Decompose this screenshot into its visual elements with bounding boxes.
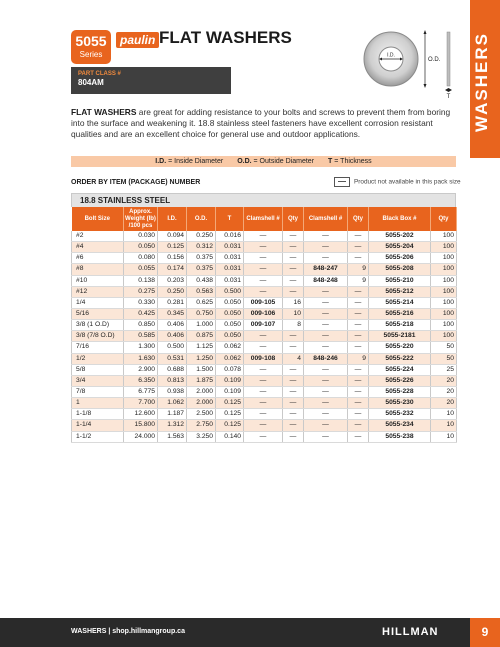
table-row xyxy=(72,420,457,431)
col-header-bolt-size: Bolt Size xyxy=(72,207,124,231)
cell-qty-3: 100 xyxy=(431,286,457,297)
table-row xyxy=(72,308,457,319)
col-header-qty-1: Qty xyxy=(283,207,304,231)
cell-bolt-size: 7/8 xyxy=(72,386,124,397)
cell-qty-1: — xyxy=(283,375,304,386)
cell-weight: 0.080 xyxy=(124,253,158,264)
cell-thickness: 0.031 xyxy=(216,264,244,275)
cell-qty-1: — xyxy=(283,264,304,275)
cell-clamshell-1: — xyxy=(244,420,283,431)
col-header-weight: Approx. Weight (lb) /100 pcs xyxy=(124,207,158,231)
cell-bolt-size: 3/4 xyxy=(72,375,124,386)
cell-black-box: 5055-216 xyxy=(369,308,431,319)
cell-clamshell-2: — xyxy=(304,242,348,253)
cell-qty-2: — xyxy=(348,231,369,242)
cell-qty-3: 100 xyxy=(431,253,457,264)
cell-qty-2: — xyxy=(348,420,369,431)
dimension-legend xyxy=(71,156,456,167)
cell-id: 1.312 xyxy=(158,420,187,431)
cell-bolt-size: 1/4 xyxy=(72,297,124,308)
cell-clamshell-2: — xyxy=(304,386,348,397)
cell-qty-2: — xyxy=(348,331,369,342)
cell-black-box: 5055-234 xyxy=(369,420,431,431)
cell-id: 0.203 xyxy=(158,275,187,286)
cell-qty-3: 20 xyxy=(431,398,457,409)
description-body: are great for adding resistance to your bolts and screws to prevent them from boring into the surface and weakening it. 18.8 stainless steel fasteners have excellent corrosion resistant qualities and are an excellent choice for general use and outdoor applications. xyxy=(71,107,451,139)
cell-od: 1.500 xyxy=(187,364,216,375)
col-header-black-box: Black Box # xyxy=(369,207,431,231)
cell-black-box: 5055-212 xyxy=(369,286,431,297)
cell-weight: 0.425 xyxy=(124,308,158,319)
id-dimension-label: I.D. xyxy=(387,52,395,59)
cell-black-box: 5055-222 xyxy=(369,353,431,364)
cell-clamshell-1: 009-107 xyxy=(244,320,283,331)
cell-clamshell-1: 009-106 xyxy=(244,308,283,319)
cell-od: 1.250 xyxy=(187,353,216,364)
cell-black-box: 5055-214 xyxy=(369,297,431,308)
page-title: FLAT WASHERS xyxy=(159,28,292,47)
cell-id: 0.813 xyxy=(158,375,187,386)
cell-bolt-size: #12 xyxy=(72,286,124,297)
table-row xyxy=(72,297,457,308)
cell-qty-3: 100 xyxy=(431,242,457,253)
cell-weight: 0.585 xyxy=(124,331,158,342)
cell-clamshell-2: — xyxy=(304,308,348,319)
part-class-label: PART CLASS # xyxy=(78,71,121,77)
cell-qty-3: 20 xyxy=(431,386,457,397)
cell-qty-1: 4 xyxy=(283,353,304,364)
cell-weight: 0.138 xyxy=(124,275,158,286)
cell-weight: 12.600 xyxy=(124,409,158,420)
cell-clamshell-2: — xyxy=(304,420,348,431)
cell-weight: 6.350 xyxy=(124,375,158,386)
cell-qty-2: — xyxy=(348,342,369,353)
cell-id: 0.281 xyxy=(158,297,187,308)
od-dimension-label: O.D. xyxy=(428,57,441,63)
cell-qty-1: — xyxy=(283,420,304,431)
cell-clamshell-1: — xyxy=(244,342,283,353)
col-header-clamshell-2: Clamshell # xyxy=(304,207,348,231)
cell-black-box: 5055-220 xyxy=(369,342,431,353)
cell-qty-2: — xyxy=(348,431,369,442)
side-tab xyxy=(470,0,500,158)
cell-weight: 0.050 xyxy=(124,242,158,253)
not-available-text: Product not available in this pack size xyxy=(354,178,461,186)
cell-od: 0.563 xyxy=(187,286,216,297)
cell-bolt-size: 1-1/4 xyxy=(72,420,124,431)
cell-thickness: 0.078 xyxy=(216,364,244,375)
col-header-clamshell-1: Clamshell # xyxy=(244,207,283,231)
cell-clamshell-2: — xyxy=(304,364,348,375)
table-title: 18.8 STAINLESS STEEL xyxy=(71,193,456,207)
cell-clamshell-1: — xyxy=(244,264,283,275)
cell-od: 0.312 xyxy=(187,242,216,253)
cell-od: 0.625 xyxy=(187,297,216,308)
cell-qty-2: — xyxy=(348,308,369,319)
cell-thickness: 0.062 xyxy=(216,353,244,364)
page-number: 9 xyxy=(470,618,500,647)
cell-thickness: 0.125 xyxy=(216,409,244,420)
cell-od: 3.250 xyxy=(187,431,216,442)
cell-qty-3: 100 xyxy=(431,308,457,319)
cell-od: 2.750 xyxy=(187,420,216,431)
product-table xyxy=(71,193,456,443)
order-header: ORDER BY ITEM (PACKAGE) NUMBER xyxy=(71,179,201,186)
cell-id: 1.062 xyxy=(158,398,187,409)
brand-logo: paulin xyxy=(116,32,159,48)
cell-thickness: 0.031 xyxy=(216,275,244,286)
cell-clamshell-1: — xyxy=(244,364,283,375)
cell-black-box: 5055-238 xyxy=(369,431,431,442)
col-header-id: I.D. xyxy=(158,207,187,231)
table-row xyxy=(72,231,457,242)
cell-qty-2: — xyxy=(348,320,369,331)
table-row xyxy=(72,342,457,353)
legend-id-text: = Inside Diameter xyxy=(166,158,224,165)
cell-thickness: 0.109 xyxy=(216,386,244,397)
cell-qty-2: — xyxy=(348,364,369,375)
cell-od: 0.375 xyxy=(187,253,216,264)
cell-bolt-size: #4 xyxy=(72,242,124,253)
cell-weight: 7.700 xyxy=(124,398,158,409)
cell-thickness: 0.050 xyxy=(216,331,244,342)
cell-od: 0.250 xyxy=(187,231,216,242)
cell-clamshell-2: — xyxy=(304,320,348,331)
cell-thickness: 0.050 xyxy=(216,308,244,319)
cell-black-box: 5055-230 xyxy=(369,398,431,409)
cell-clamshell-2: — xyxy=(304,253,348,264)
table-row xyxy=(72,242,457,253)
page-footer xyxy=(0,618,500,647)
cell-qty-1: — xyxy=(283,364,304,375)
cell-clamshell-2: — xyxy=(304,342,348,353)
cell-qty-3: 10 xyxy=(431,409,457,420)
cell-clamshell-2: — xyxy=(304,398,348,409)
cell-qty-3: 25 xyxy=(431,364,457,375)
table-row xyxy=(72,386,457,397)
cell-bolt-size: #6 xyxy=(72,253,124,264)
cell-thickness: 0.125 xyxy=(216,420,244,431)
table-row xyxy=(72,286,457,297)
cell-clamshell-2: — xyxy=(304,431,348,442)
cell-weight: 0.850 xyxy=(124,320,158,331)
cell-qty-3: 50 xyxy=(431,342,457,353)
cell-clamshell-2: 848-247 xyxy=(304,264,348,275)
cell-qty-3: 50 xyxy=(431,353,457,364)
cell-black-box: 5055-202 xyxy=(369,231,431,242)
cell-black-box: 5055-232 xyxy=(369,409,431,420)
table-row xyxy=(72,398,457,409)
cell-qty-1: — xyxy=(283,431,304,442)
cell-id: 0.250 xyxy=(158,286,187,297)
cell-id: 0.125 xyxy=(158,242,187,253)
cell-od: 1.875 xyxy=(187,375,216,386)
table-header-row xyxy=(72,207,457,231)
cell-clamshell-1: — xyxy=(244,231,283,242)
cell-clamshell-2: 848-246 xyxy=(304,353,348,364)
cell-bolt-size: 7/16 xyxy=(72,342,124,353)
cell-qty-1: — xyxy=(283,253,304,264)
cell-qty-2: — xyxy=(348,297,369,308)
cell-qty-1: — xyxy=(283,398,304,409)
legend-t-text: = Thickness xyxy=(332,158,372,165)
part-class-box xyxy=(71,67,231,94)
cell-id: 1.563 xyxy=(158,431,187,442)
cell-id: 0.094 xyxy=(158,231,187,242)
part-class-value: 804AM xyxy=(78,78,104,87)
cell-clamshell-1: — xyxy=(244,242,283,253)
cell-qty-3: 100 xyxy=(431,231,457,242)
cell-clamshell-1: — xyxy=(244,431,283,442)
table-row xyxy=(72,331,457,342)
cell-clamshell-1: — xyxy=(244,253,283,264)
cell-qty-1: 16 xyxy=(283,297,304,308)
cell-thickness: 0.031 xyxy=(216,242,244,253)
cell-clamshell-1: — xyxy=(244,331,283,342)
cell-thickness: 0.062 xyxy=(216,342,244,353)
cell-clamshell-1: 009-105 xyxy=(244,297,283,308)
cell-id: 0.531 xyxy=(158,353,187,364)
washer-diagram xyxy=(357,26,457,100)
cell-black-box: 5055-218 xyxy=(369,320,431,331)
cell-qty-1: — xyxy=(283,386,304,397)
cell-od: 0.875 xyxy=(187,331,216,342)
thickness-dimension-label: T xyxy=(446,94,451,100)
cell-id: 1.187 xyxy=(158,409,187,420)
cell-clamshell-1: — xyxy=(244,375,283,386)
cell-thickness: 0.050 xyxy=(216,320,244,331)
cell-weight: 6.775 xyxy=(124,386,158,397)
cell-thickness: 0.031 xyxy=(216,253,244,264)
cell-qty-2: — xyxy=(348,286,369,297)
cell-id: 0.174 xyxy=(158,264,187,275)
series-number: 5055 xyxy=(75,33,107,49)
cell-id: 0.688 xyxy=(158,364,187,375)
legend-t-key: T xyxy=(328,158,333,165)
cell-clamshell-1: — xyxy=(244,286,283,297)
cell-qty-3: 100 xyxy=(431,331,457,342)
cell-clamshell-2: — xyxy=(304,409,348,420)
cell-black-box: 5055-206 xyxy=(369,253,431,264)
cell-clamshell-2: 848-248 xyxy=(304,275,348,286)
cell-od: 0.438 xyxy=(187,275,216,286)
cell-clamshell-2: — xyxy=(304,331,348,342)
cell-id: 0.500 xyxy=(158,342,187,353)
cell-qty-3: 100 xyxy=(431,320,457,331)
cell-clamshell-1: 009-108 xyxy=(244,353,283,364)
legend-od-key: O.D. xyxy=(237,158,252,165)
cell-bolt-size: 5/16 xyxy=(72,308,124,319)
cell-qty-1: — xyxy=(283,286,304,297)
cell-id: 0.406 xyxy=(158,331,187,342)
cell-qty-2: — xyxy=(348,253,369,264)
cell-qty-1: — xyxy=(283,231,304,242)
cell-thickness: 0.140 xyxy=(216,431,244,442)
cell-qty-2: — xyxy=(348,398,369,409)
legend-id-key: I.D. xyxy=(155,158,167,165)
cell-qty-2: — xyxy=(348,386,369,397)
cell-id: 0.345 xyxy=(158,308,187,319)
cell-od: 2.500 xyxy=(187,409,216,420)
cell-od: 1.000 xyxy=(187,320,216,331)
cell-black-box: 5055-208 xyxy=(369,264,431,275)
cell-bolt-size: 1-1/2 xyxy=(72,431,124,442)
table-row xyxy=(72,375,457,386)
col-header-qty-3: Qty xyxy=(431,207,457,231)
cell-clamshell-1: — xyxy=(244,409,283,420)
cell-qty-3: 20 xyxy=(431,375,457,386)
cell-bolt-size: 3/8 (1 O.D) xyxy=(72,320,124,331)
cell-od: 1.125 xyxy=(187,342,216,353)
col-header-od: O.D. xyxy=(187,207,216,231)
cell-bolt-size: 1-1/8 xyxy=(72,409,124,420)
table-row xyxy=(72,253,457,264)
cell-clamshell-1: — xyxy=(244,386,283,397)
cell-bolt-size: #8 xyxy=(72,264,124,275)
hillman-logo: HILLMAN xyxy=(382,626,439,638)
cell-thickness: 0.125 xyxy=(216,398,244,409)
cell-id: 0.938 xyxy=(158,386,187,397)
cell-qty-2: 9 xyxy=(348,353,369,364)
cell-qty-3: 10 xyxy=(431,420,457,431)
cell-od: 2.000 xyxy=(187,398,216,409)
description-lead: FLAT WASHERS xyxy=(71,107,137,117)
cell-qty-1: — xyxy=(283,342,304,353)
cell-bolt-size: 1 xyxy=(72,398,124,409)
cell-qty-2: 9 xyxy=(348,275,369,286)
cell-black-box: 5055-204 xyxy=(369,242,431,253)
cell-weight: 24.000 xyxy=(124,431,158,442)
cell-weight: 1.630 xyxy=(124,353,158,364)
cell-thickness: 0.109 xyxy=(216,375,244,386)
cell-qty-3: 10 xyxy=(431,431,457,442)
cell-qty-1: — xyxy=(283,409,304,420)
cell-bolt-size: 5/8 xyxy=(72,364,124,375)
cell-qty-3: 100 xyxy=(431,275,457,286)
cell-qty-3: 100 xyxy=(431,264,457,275)
cell-bolt-size: 1/2 xyxy=(72,353,124,364)
cell-clamshell-2: — xyxy=(304,297,348,308)
cell-black-box: 5055-210 xyxy=(369,275,431,286)
cell-qty-1: — xyxy=(283,275,304,286)
cell-qty-1: 10 xyxy=(283,308,304,319)
cell-clamshell-2: — xyxy=(304,286,348,297)
cell-qty-1: — xyxy=(283,242,304,253)
cell-od: 2.000 xyxy=(187,386,216,397)
cell-thickness: 0.016 xyxy=(216,231,244,242)
side-tab-label: WASHERS xyxy=(472,32,491,132)
table-row xyxy=(72,353,457,364)
cell-black-box: 5055-2181 xyxy=(369,331,431,342)
cell-qty-1: — xyxy=(283,331,304,342)
legend-od-text: = Outside Diameter xyxy=(251,158,315,165)
cell-black-box: 5055-228 xyxy=(369,386,431,397)
cell-black-box: 5055-226 xyxy=(369,375,431,386)
cell-id: 0.406 xyxy=(158,320,187,331)
series-badge xyxy=(71,30,111,64)
cell-weight: 2.900 xyxy=(124,364,158,375)
col-header-thickness: T xyxy=(216,207,244,231)
cell-black-box: 5055-224 xyxy=(369,364,431,375)
cell-od: 0.375 xyxy=(187,264,216,275)
cell-thickness: 0.500 xyxy=(216,286,244,297)
cell-bolt-size: #2 xyxy=(72,231,124,242)
cell-id: 0.156 xyxy=(158,253,187,264)
table-row xyxy=(72,431,457,442)
cell-weight: 0.055 xyxy=(124,264,158,275)
series-label: Series xyxy=(79,50,103,59)
cell-od: 0.750 xyxy=(187,308,216,319)
cell-bolt-size: #10 xyxy=(72,275,124,286)
cell-bolt-size: 3/8 (7/8 O.D) xyxy=(72,331,124,342)
cell-weight: 1.300 xyxy=(124,342,158,353)
cell-thickness: 0.050 xyxy=(216,297,244,308)
cell-weight: 15.800 xyxy=(124,420,158,431)
not-available-note xyxy=(334,177,461,187)
cell-weight: 0.275 xyxy=(124,286,158,297)
cell-qty-2: 9 xyxy=(348,264,369,275)
cell-clamshell-2: — xyxy=(304,375,348,386)
cell-weight: 0.030 xyxy=(124,231,158,242)
cell-clamshell-2: — xyxy=(304,231,348,242)
table-row xyxy=(72,275,457,286)
cell-qty-2: — xyxy=(348,409,369,420)
cell-clamshell-1: — xyxy=(244,398,283,409)
cell-qty-2: — xyxy=(348,375,369,386)
dash-box-icon xyxy=(334,177,350,187)
footer-text: WASHERS | shop.hillmangroup.ca xyxy=(71,628,185,635)
cell-qty-2: — xyxy=(348,242,369,253)
col-header-qty-2: Qty xyxy=(348,207,369,231)
cell-clamshell-1: — xyxy=(244,275,283,286)
table-row xyxy=(72,264,457,275)
table-row xyxy=(72,364,457,375)
product-description xyxy=(71,107,456,140)
cell-qty-1: 8 xyxy=(283,320,304,331)
cell-weight: 0.330 xyxy=(124,297,158,308)
table-row xyxy=(72,320,457,331)
table-row xyxy=(72,409,457,420)
cell-qty-3: 100 xyxy=(431,297,457,308)
